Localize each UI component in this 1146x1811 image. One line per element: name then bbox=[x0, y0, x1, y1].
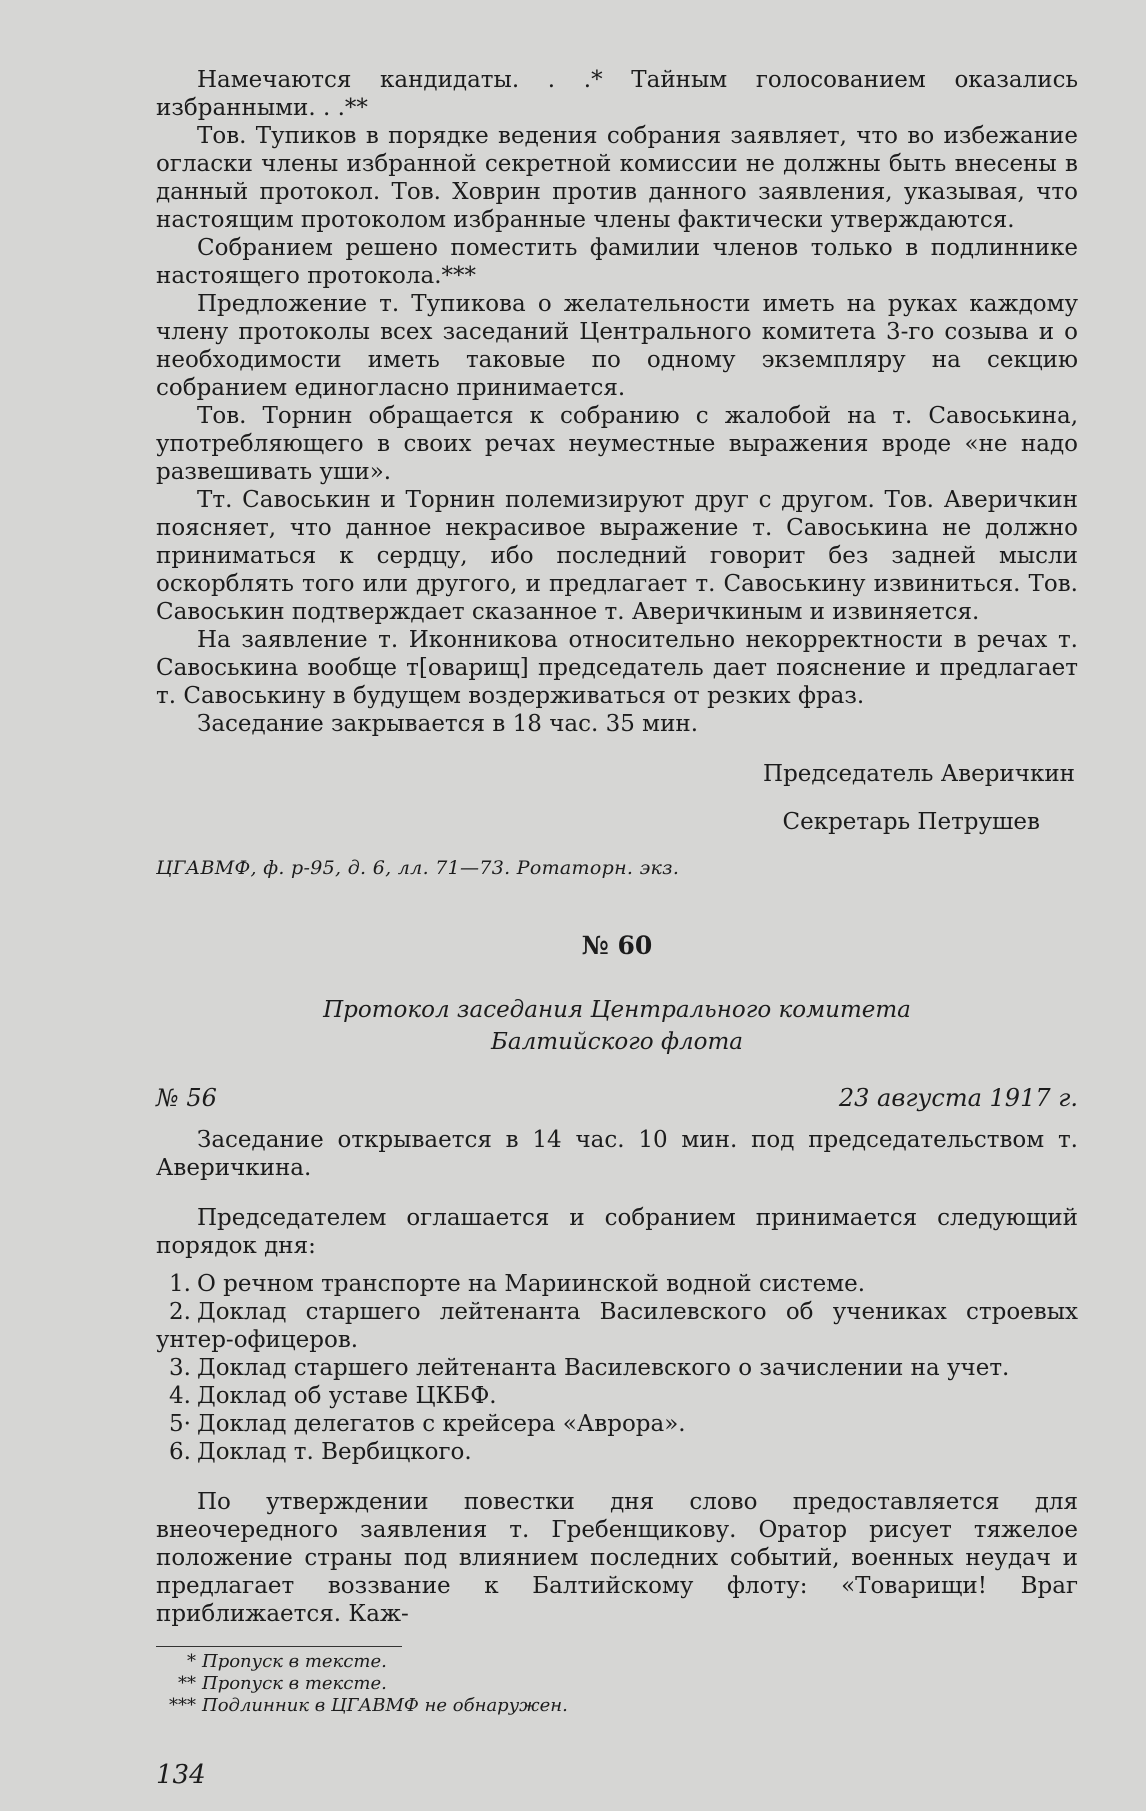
agenda-item-number: 1. bbox=[169, 1271, 191, 1297]
agenda-intro: Председателем оглашается и собранием принимается следующий порядок дня: bbox=[156, 1205, 1078, 1259]
protocol-meta bbox=[156, 1084, 1078, 1112]
paragraph: Тов. Тупиков в порядке ведения собрания заявляет, что во избежание огласки члены избранной секретной комиссии не должны быть внесены в данный протокол. Тов. Ховрин против данного заявления, указывая, что настоящим протоколом избранные члены фактически утверждаются. bbox=[156, 123, 1078, 233]
protocol-number: № 56 bbox=[156, 1084, 217, 1112]
agenda-item-number: 6. bbox=[169, 1439, 191, 1465]
top-paragraphs bbox=[156, 66, 1078, 738]
agenda-item-text: О речном транспорте на Мариинской водной системе. bbox=[197, 1271, 866, 1297]
agenda-item-text: Доклад старшего лейтенанта Василевского об учениках строевых унтер-офицеров. bbox=[156, 1299, 1078, 1353]
footnote-mark: * bbox=[187, 1651, 196, 1672]
footnote-rule bbox=[156, 1646, 402, 1647]
document-number: № 60 bbox=[581, 931, 653, 960]
agenda-item-number: 2. bbox=[169, 1299, 191, 1325]
paragraph: Намечаются кандидаты. . .* Тайным голосованием оказались избранными. . .** bbox=[156, 67, 1078, 121]
footnote-mark: ** bbox=[178, 1673, 196, 1694]
paragraph: На заявление т. Иконникова относительно некорректности в речах т. Савоськина вообще т[оварищ] председатель дает пояснение и предлагает т. Савоськину в будущем воздерживаться от резких фраз. bbox=[156, 627, 1078, 709]
agenda-item bbox=[156, 1270, 1078, 1298]
paragraph: Тов. Торнин обращается к собранию с жалобой на т. Савоськина, употребляющего в своих речах неуместные выражения вроде «не надо развешивать уши». bbox=[156, 403, 1078, 485]
agenda-item-text: Доклад об уставе ЦКБФ. bbox=[197, 1383, 497, 1409]
paragraph: Тт. Савоськин и Торнин полемизируют друг с другом. Тов. Аверичкин поясняет, что данное некрасивое выражение т. Савоськина не должно приниматься к сердцу, ибо последний говорит без задней мысли оскорблять того или другого, и предлагает т. Савоськину извиниться. Тов. Савоськин подтверждает сказанное т. Аверичкиным и извиняется. bbox=[156, 487, 1078, 625]
chairman-signature: Председатель Аверичкин bbox=[763, 761, 1075, 787]
agenda-item bbox=[156, 1382, 1078, 1410]
footnote bbox=[169, 1695, 1078, 1717]
agenda-item-number: 5· bbox=[169, 1411, 191, 1437]
title-line: Протокол заседания Центрального комитета bbox=[323, 997, 911, 1023]
agenda-item-text: Доклад старшего лейтенанта Василевского о зачислении на учет. bbox=[197, 1355, 1010, 1381]
agenda-item-text: Доклад т. Вербицкого. bbox=[197, 1439, 472, 1465]
agenda-item-number: 3. bbox=[169, 1355, 191, 1381]
footnote bbox=[178, 1673, 1078, 1695]
footnote-text: Подлинник в ЦГАВМФ не обнаружен. bbox=[202, 1695, 568, 1716]
footnote bbox=[187, 1651, 1078, 1673]
footnote-text: Пропуск в тексте. bbox=[202, 1673, 387, 1694]
page-number: 134 bbox=[156, 1760, 206, 1790]
title-line: Балтийского флота bbox=[491, 1029, 743, 1055]
opening-paragraph: Заседание открывается в 14 час. 10 мин. под председательством т. Аверичкина. bbox=[156, 1127, 1078, 1181]
paragraph: Собранием решено поместить фамилии членов только в подлиннике настоящего протокола.*** bbox=[156, 235, 1078, 289]
agenda-item-text: Доклад делегатов с крейсера «Аврора». bbox=[197, 1411, 686, 1437]
agenda-item bbox=[156, 1438, 1078, 1466]
agenda-item bbox=[156, 1298, 1078, 1354]
text-column bbox=[156, 66, 1078, 1789]
closing-paragraph: По утверждении повестки дня слово предоставляется для внеочередного заявления т. Гребенщикову. Оратор рисует тяжелое положение страны под влиянием последних событий, военных неудач и предлагает воззвание к Балтийскому флоту: «Товарищи! Враг приближается. Каж- bbox=[156, 1489, 1078, 1627]
protocol-date: 23 августа 1917 г. bbox=[838, 1084, 1078, 1112]
agenda-list bbox=[156, 1270, 1078, 1466]
archive-source: ЦГАВМФ, ф. р-95, д. 6, лл. 71—73. Ротаторн. экз. bbox=[156, 857, 680, 879]
document-title bbox=[156, 994, 1078, 1058]
footnote-text: Пропуск в тексте. bbox=[202, 1651, 387, 1672]
footnote-mark: *** bbox=[169, 1695, 196, 1716]
agenda-item-number: 4. bbox=[169, 1383, 191, 1409]
paragraph: Предложение т. Тупикова о желательности иметь на руках каждому члену протоколы всех заседаний Центрального комитета 3-го созыва и о необходимости иметь таковые по одному экземпляру на секцию собранием единогласно принимается. bbox=[156, 291, 1078, 401]
paragraph: Заседание закрывается в 18 час. 35 мин. bbox=[197, 711, 699, 737]
agenda-item bbox=[156, 1354, 1078, 1382]
footnotes bbox=[156, 1651, 1078, 1717]
secretary-signature: Секретарь Петрушев bbox=[782, 809, 1040, 835]
agenda-item bbox=[156, 1410, 1078, 1438]
